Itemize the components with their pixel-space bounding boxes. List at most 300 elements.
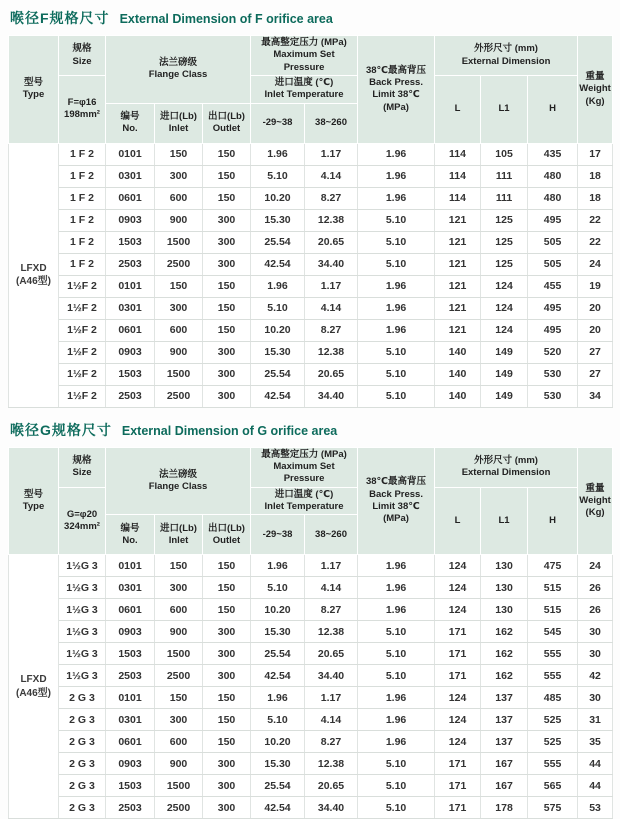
cell-outlet: 300 — [203, 253, 251, 275]
cell-inlet: 300 — [155, 577, 203, 599]
cell-back-press: 5.10 — [358, 363, 435, 385]
cell-dim-l1: 149 — [481, 385, 528, 407]
cell-dim-l1: 167 — [481, 775, 528, 797]
cell-weight: 30 — [578, 687, 613, 709]
cell-size: 1½G 3 — [59, 577, 106, 599]
cell-size: 1½F 2 — [59, 363, 106, 385]
cell-size: 1 F 2 — [59, 209, 106, 231]
cell-type-value: LFXD (A46型) — [9, 555, 59, 819]
cell-press-low-temp: 42.54 — [251, 253, 305, 275]
cell-dim-l1: 178 — [481, 797, 528, 819]
cell-dim-l: 124 — [435, 555, 481, 577]
cell-dim-l1: 137 — [481, 709, 528, 731]
cell-back-press: 5.10 — [358, 621, 435, 643]
cell-press-high-temp: 12.38 — [305, 341, 358, 363]
cell-outlet: 150 — [203, 731, 251, 753]
cell-back-press: 1.96 — [358, 599, 435, 621]
cell-inlet: 1500 — [155, 775, 203, 797]
col-header-dim-l: L — [435, 487, 481, 555]
cell-press-low-temp: 10.20 — [251, 599, 305, 621]
table-row — [9, 555, 613, 577]
col-header-inlet: 进口(Lb) Inlet — [155, 103, 203, 143]
cell-size: 1½G 3 — [59, 643, 106, 665]
cell-press-high-temp: 1.17 — [305, 143, 358, 165]
table-row — [9, 797, 613, 819]
g-section-title-en: External Dimension of G orifice area — [121, 423, 338, 438]
cell-no: 0101 — [106, 687, 155, 709]
col-header-weight: 重量 Weight (Kg) — [578, 36, 613, 144]
cell-outlet: 300 — [203, 385, 251, 407]
cell-no: 0903 — [106, 209, 155, 231]
cell-dim-l1: 125 — [481, 209, 528, 231]
cell-outlet: 150 — [203, 687, 251, 709]
col-header-back-press: 38℃最高背压 Back Press. Limit 38℃ (MPa) — [358, 447, 435, 555]
cell-outlet: 300 — [203, 665, 251, 687]
cell-no: 0601 — [106, 731, 155, 753]
cell-outlet: 300 — [203, 621, 251, 643]
cell-dim-l: 114 — [435, 143, 481, 165]
cell-back-press: 5.10 — [358, 253, 435, 275]
cell-no: 0601 — [106, 187, 155, 209]
cell-press-low-temp: 25.54 — [251, 775, 305, 797]
col-header-flange-class: 法兰磅级 Flange Class — [106, 447, 251, 515]
cell-press-low-temp: 15.30 — [251, 753, 305, 775]
table-row — [9, 319, 613, 341]
cell-weight: 42 — [578, 665, 613, 687]
cell-dim-l1: 124 — [481, 275, 528, 297]
cell-press-low-temp: 15.30 — [251, 209, 305, 231]
cell-inlet: 300 — [155, 709, 203, 731]
f-section-title — [10, 8, 612, 28]
cell-dim-h: 565 — [528, 775, 578, 797]
cell-size: 1 F 2 — [59, 187, 106, 209]
g-orifice-section — [8, 420, 612, 819]
cell-size: 2 G 3 — [59, 709, 106, 731]
cell-dim-l: 121 — [435, 297, 481, 319]
cell-outlet: 300 — [203, 753, 251, 775]
cell-inlet: 2500 — [155, 385, 203, 407]
cell-weight: 18 — [578, 165, 613, 187]
cell-back-press: 1.96 — [358, 275, 435, 297]
col-header-dim-l1: L1 — [481, 487, 528, 555]
cell-dim-l: 171 — [435, 621, 481, 643]
col-header-type: 型号 Type — [9, 447, 59, 555]
col-header-no: 编号 No. — [106, 515, 155, 555]
table-row — [9, 599, 613, 621]
cell-back-press: 5.10 — [358, 753, 435, 775]
table-row — [9, 643, 613, 665]
cell-back-press: 1.96 — [358, 555, 435, 577]
cell-inlet: 900 — [155, 621, 203, 643]
cell-dim-h: 505 — [528, 231, 578, 253]
cell-dim-l: 140 — [435, 341, 481, 363]
cell-dim-h: 495 — [528, 209, 578, 231]
f-section-title-en: External Dimension of F orifice area — [119, 12, 333, 26]
cell-no: 1503 — [106, 643, 155, 665]
cell-size: 2 G 3 — [59, 775, 106, 797]
col-header-inlet-temp: 进口温度 (℃) Inlet Temperature — [251, 76, 358, 104]
cell-inlet: 2500 — [155, 797, 203, 819]
cell-no: 1503 — [106, 231, 155, 253]
cell-press-high-temp: 8.27 — [305, 599, 358, 621]
cell-no: 0903 — [106, 341, 155, 363]
cell-outlet: 300 — [203, 643, 251, 665]
cell-inlet: 900 — [155, 341, 203, 363]
cell-dim-l1: 130 — [481, 599, 528, 621]
table-row — [9, 753, 613, 775]
cell-back-press: 1.96 — [358, 165, 435, 187]
cell-outlet: 150 — [203, 297, 251, 319]
cell-back-press: 1.96 — [358, 319, 435, 341]
cell-size: 2 G 3 — [59, 797, 106, 819]
cell-size: 1 F 2 — [59, 165, 106, 187]
cell-press-high-temp: 12.38 — [305, 209, 358, 231]
cell-outlet: 150 — [203, 165, 251, 187]
cell-dim-h: 505 — [528, 253, 578, 275]
cell-outlet: 300 — [203, 797, 251, 819]
cell-inlet: 600 — [155, 187, 203, 209]
table-row — [9, 665, 613, 687]
cell-weight: 30 — [578, 643, 613, 665]
cell-dim-h: 485 — [528, 687, 578, 709]
cell-press-low-temp: 1.96 — [251, 687, 305, 709]
cell-weight: 24 — [578, 555, 613, 577]
cell-back-press: 1.96 — [358, 577, 435, 599]
cell-inlet: 300 — [155, 297, 203, 319]
cell-back-press: 5.10 — [358, 341, 435, 363]
cell-size: 1½F 2 — [59, 341, 106, 363]
cell-dim-h: 575 — [528, 797, 578, 819]
cell-outlet: 150 — [203, 319, 251, 341]
col-header-no: 编号 No. — [106, 103, 155, 143]
cell-dim-l1: 162 — [481, 643, 528, 665]
cell-size: 1½F 2 — [59, 319, 106, 341]
cell-dim-h: 530 — [528, 363, 578, 385]
cell-dim-h: 525 — [528, 731, 578, 753]
cell-dim-l1: 124 — [481, 297, 528, 319]
cell-press-high-temp: 1.17 — [305, 555, 358, 577]
cell-back-press: 5.10 — [358, 775, 435, 797]
col-header-max-pressure: 最高整定压力 (MPa) Maximum Set Pressure — [251, 36, 358, 76]
cell-press-low-temp: 10.20 — [251, 319, 305, 341]
cell-no: 0301 — [106, 577, 155, 599]
cell-dim-l1: 124 — [481, 319, 528, 341]
cell-weight: 22 — [578, 209, 613, 231]
cell-size: 1 F 2 — [59, 253, 106, 275]
cell-weight: 44 — [578, 775, 613, 797]
cell-outlet: 150 — [203, 187, 251, 209]
cell-size: 1½F 2 — [59, 275, 106, 297]
table-row — [9, 209, 613, 231]
col-header-size: 规格 Size — [59, 447, 106, 487]
table-row — [9, 231, 613, 253]
cell-inlet: 1500 — [155, 231, 203, 253]
cell-press-high-temp: 20.65 — [305, 643, 358, 665]
cell-outlet: 150 — [203, 709, 251, 731]
cell-dim-l: 124 — [435, 709, 481, 731]
cell-press-low-temp: 25.54 — [251, 643, 305, 665]
cell-outlet: 150 — [203, 555, 251, 577]
cell-dim-l1: 105 — [481, 143, 528, 165]
cell-weight: 20 — [578, 297, 613, 319]
cell-press-low-temp: 42.54 — [251, 797, 305, 819]
size-spec-cell: F=φ16 198mm² — [59, 76, 106, 144]
cell-press-low-temp: 5.10 — [251, 709, 305, 731]
cell-weight: 17 — [578, 143, 613, 165]
cell-no: 1503 — [106, 775, 155, 797]
cell-back-press: 1.96 — [358, 187, 435, 209]
cell-press-high-temp: 34.40 — [305, 253, 358, 275]
cell-outlet: 300 — [203, 775, 251, 797]
col-header-temp-range-low: -29~38 — [251, 103, 305, 143]
cell-weight: 18 — [578, 187, 613, 209]
cell-dim-l: 140 — [435, 385, 481, 407]
cell-press-low-temp: 42.54 — [251, 385, 305, 407]
cell-size: 2 G 3 — [59, 753, 106, 775]
table-row — [9, 775, 613, 797]
col-header-temp-range-low: -29~38 — [251, 515, 305, 555]
cell-press-high-temp: 20.65 — [305, 775, 358, 797]
cell-dim-h: 530 — [528, 385, 578, 407]
cell-press-high-temp: 8.27 — [305, 319, 358, 341]
cell-no: 0101 — [106, 143, 155, 165]
cell-press-high-temp: 34.40 — [305, 665, 358, 687]
cell-dim-l: 124 — [435, 731, 481, 753]
cell-inlet: 2500 — [155, 665, 203, 687]
cell-size: 1½G 3 — [59, 621, 106, 643]
cell-inlet: 1500 — [155, 643, 203, 665]
col-header-dim-l: L — [435, 76, 481, 144]
cell-weight: 27 — [578, 363, 613, 385]
cell-dim-l: 140 — [435, 363, 481, 385]
cell-back-press: 5.10 — [358, 209, 435, 231]
cell-dim-l1: 162 — [481, 621, 528, 643]
cell-back-press: 1.96 — [358, 709, 435, 731]
cell-press-high-temp: 4.14 — [305, 577, 358, 599]
cell-dim-l: 121 — [435, 253, 481, 275]
cell-no: 0903 — [106, 753, 155, 775]
cell-weight: 30 — [578, 621, 613, 643]
cell-weight: 26 — [578, 599, 613, 621]
cell-press-low-temp: 1.96 — [251, 555, 305, 577]
cell-size: 1½G 3 — [59, 599, 106, 621]
cell-press-high-temp: 1.17 — [305, 275, 358, 297]
cell-dim-l: 121 — [435, 209, 481, 231]
cell-no: 2503 — [106, 665, 155, 687]
cell-dim-l: 171 — [435, 797, 481, 819]
cell-press-high-temp: 8.27 — [305, 187, 358, 209]
cell-press-high-temp: 20.65 — [305, 363, 358, 385]
cell-outlet: 300 — [203, 341, 251, 363]
cell-dim-l: 121 — [435, 319, 481, 341]
cell-no: 0101 — [106, 555, 155, 577]
cell-no: 2503 — [106, 797, 155, 819]
cell-inlet: 150 — [155, 687, 203, 709]
cell-dim-l: 171 — [435, 753, 481, 775]
col-header-external-dim: 外形尺寸 (mm) External Dimension — [435, 447, 578, 487]
col-header-dim-l1: L1 — [481, 76, 528, 144]
cell-outlet: 150 — [203, 275, 251, 297]
cell-dim-h: 495 — [528, 297, 578, 319]
cell-no: 2503 — [106, 385, 155, 407]
cell-dim-h: 555 — [528, 643, 578, 665]
cell-press-low-temp: 10.20 — [251, 731, 305, 753]
table-row — [9, 709, 613, 731]
cell-back-press: 5.10 — [358, 643, 435, 665]
f-orifice-spec-table — [8, 35, 613, 408]
cell-inlet: 600 — [155, 731, 203, 753]
col-header-dim-h: H — [528, 76, 578, 144]
cell-press-low-temp: 15.30 — [251, 621, 305, 643]
col-header-temp-range-high: 38~260 — [305, 515, 358, 555]
cell-back-press: 1.96 — [358, 731, 435, 753]
cell-dim-h: 555 — [528, 665, 578, 687]
cell-dim-l: 171 — [435, 665, 481, 687]
cell-no: 1503 — [106, 363, 155, 385]
table-row — [9, 297, 613, 319]
cell-no: 0101 — [106, 275, 155, 297]
cell-outlet: 300 — [203, 209, 251, 231]
cell-dim-l1: 125 — [481, 231, 528, 253]
cell-weight: 26 — [578, 577, 613, 599]
cell-inlet: 150 — [155, 275, 203, 297]
cell-back-press: 1.96 — [358, 143, 435, 165]
table-row — [9, 577, 613, 599]
cell-weight: 22 — [578, 231, 613, 253]
g-orifice-spec-table — [8, 447, 613, 819]
cell-press-low-temp: 25.54 — [251, 363, 305, 385]
cell-dim-l: 124 — [435, 577, 481, 599]
col-header-outlet: 出口(Lb) Outlet — [203, 103, 251, 143]
cell-size: 2 G 3 — [59, 687, 106, 709]
cell-press-high-temp: 4.14 — [305, 297, 358, 319]
cell-dim-l: 121 — [435, 275, 481, 297]
cell-inlet: 1500 — [155, 363, 203, 385]
cell-dim-h: 555 — [528, 753, 578, 775]
cell-dim-l1: 130 — [481, 555, 528, 577]
col-header-size: 规格 Size — [59, 36, 106, 76]
cell-dim-l: 114 — [435, 165, 481, 187]
cell-press-high-temp: 1.17 — [305, 687, 358, 709]
col-header-weight: 重量 Weight (Kg) — [578, 447, 613, 555]
cell-dim-h: 480 — [528, 165, 578, 187]
cell-dim-h: 455 — [528, 275, 578, 297]
cell-press-low-temp: 25.54 — [251, 231, 305, 253]
cell-no: 0301 — [106, 709, 155, 731]
cell-inlet: 600 — [155, 319, 203, 341]
cell-dim-h: 495 — [528, 319, 578, 341]
cell-press-high-temp: 20.65 — [305, 231, 358, 253]
cell-press-low-temp: 5.10 — [251, 297, 305, 319]
cell-dim-h: 515 — [528, 599, 578, 621]
cell-press-high-temp: 12.38 — [305, 753, 358, 775]
table-row — [9, 385, 613, 407]
cell-dim-h: 475 — [528, 555, 578, 577]
cell-back-press: 1.96 — [358, 297, 435, 319]
cell-press-low-temp: 5.10 — [251, 577, 305, 599]
cell-weight: 35 — [578, 731, 613, 753]
cell-size: 1½G 3 — [59, 665, 106, 687]
cell-inlet: 150 — [155, 555, 203, 577]
table-row — [9, 363, 613, 385]
cell-dim-l: 171 — [435, 643, 481, 665]
cell-type-value: LFXD (A46型) — [9, 143, 59, 407]
cell-back-press: 5.10 — [358, 385, 435, 407]
cell-dim-l1: 111 — [481, 187, 528, 209]
col-header-temp-range-high: 38~260 — [305, 103, 358, 143]
cell-dim-h: 545 — [528, 621, 578, 643]
cell-size: 1½G 3 — [59, 555, 106, 577]
cell-dim-h: 515 — [528, 577, 578, 599]
cell-inlet: 900 — [155, 209, 203, 231]
col-header-outlet: 出口(Lb) Outlet — [203, 515, 251, 555]
f-orifice-section — [8, 8, 612, 408]
cell-size: 1½F 2 — [59, 385, 106, 407]
cell-dim-l1: 125 — [481, 253, 528, 275]
cell-dim-l1: 149 — [481, 363, 528, 385]
g-section-title — [10, 420, 612, 440]
cell-press-low-temp: 42.54 — [251, 665, 305, 687]
col-header-dim-h: H — [528, 487, 578, 555]
cell-outlet: 150 — [203, 577, 251, 599]
cell-back-press: 5.10 — [358, 231, 435, 253]
cell-outlet: 300 — [203, 363, 251, 385]
cell-press-low-temp: 5.10 — [251, 165, 305, 187]
cell-weight: 24 — [578, 253, 613, 275]
cell-no: 0601 — [106, 599, 155, 621]
cell-no: 0301 — [106, 165, 155, 187]
cell-press-low-temp: 1.96 — [251, 275, 305, 297]
cell-no: 0301 — [106, 297, 155, 319]
cell-dim-l: 114 — [435, 187, 481, 209]
cell-press-high-temp: 4.14 — [305, 709, 358, 731]
col-header-type: 型号 Type — [9, 36, 59, 144]
table-row — [9, 731, 613, 753]
table-row — [9, 165, 613, 187]
cell-back-press: 1.96 — [358, 687, 435, 709]
cell-back-press: 5.10 — [358, 665, 435, 687]
cell-size: 1 F 2 — [59, 231, 106, 253]
table-row — [9, 275, 613, 297]
cell-dim-h: 525 — [528, 709, 578, 731]
cell-dim-h: 520 — [528, 341, 578, 363]
f-section-title-zh: 喉径F规格尺寸 — [10, 10, 110, 26]
cell-weight: 19 — [578, 275, 613, 297]
cell-press-high-temp: 8.27 — [305, 731, 358, 753]
col-header-flange-class: 法兰磅级 Flange Class — [106, 36, 251, 104]
cell-weight: 34 — [578, 385, 613, 407]
cell-weight: 31 — [578, 709, 613, 731]
cell-inlet: 2500 — [155, 253, 203, 275]
cell-size: 1½F 2 — [59, 297, 106, 319]
cell-dim-l1: 167 — [481, 753, 528, 775]
cell-inlet: 150 — [155, 143, 203, 165]
cell-press-high-temp: 34.40 — [305, 797, 358, 819]
cell-inlet: 900 — [155, 753, 203, 775]
table-row — [9, 187, 613, 209]
cell-press-high-temp: 4.14 — [305, 165, 358, 187]
cell-inlet: 600 — [155, 599, 203, 621]
cell-no: 0601 — [106, 319, 155, 341]
table-row — [9, 143, 613, 165]
cell-dim-l1: 162 — [481, 665, 528, 687]
col-header-max-pressure: 最高整定压力 (MPa) Maximum Set Pressure — [251, 447, 358, 487]
cell-dim-h: 480 — [528, 187, 578, 209]
col-header-inlet: 进口(Lb) Inlet — [155, 515, 203, 555]
cell-dim-h: 435 — [528, 143, 578, 165]
cell-press-low-temp: 10.20 — [251, 187, 305, 209]
cell-size: 2 G 3 — [59, 731, 106, 753]
